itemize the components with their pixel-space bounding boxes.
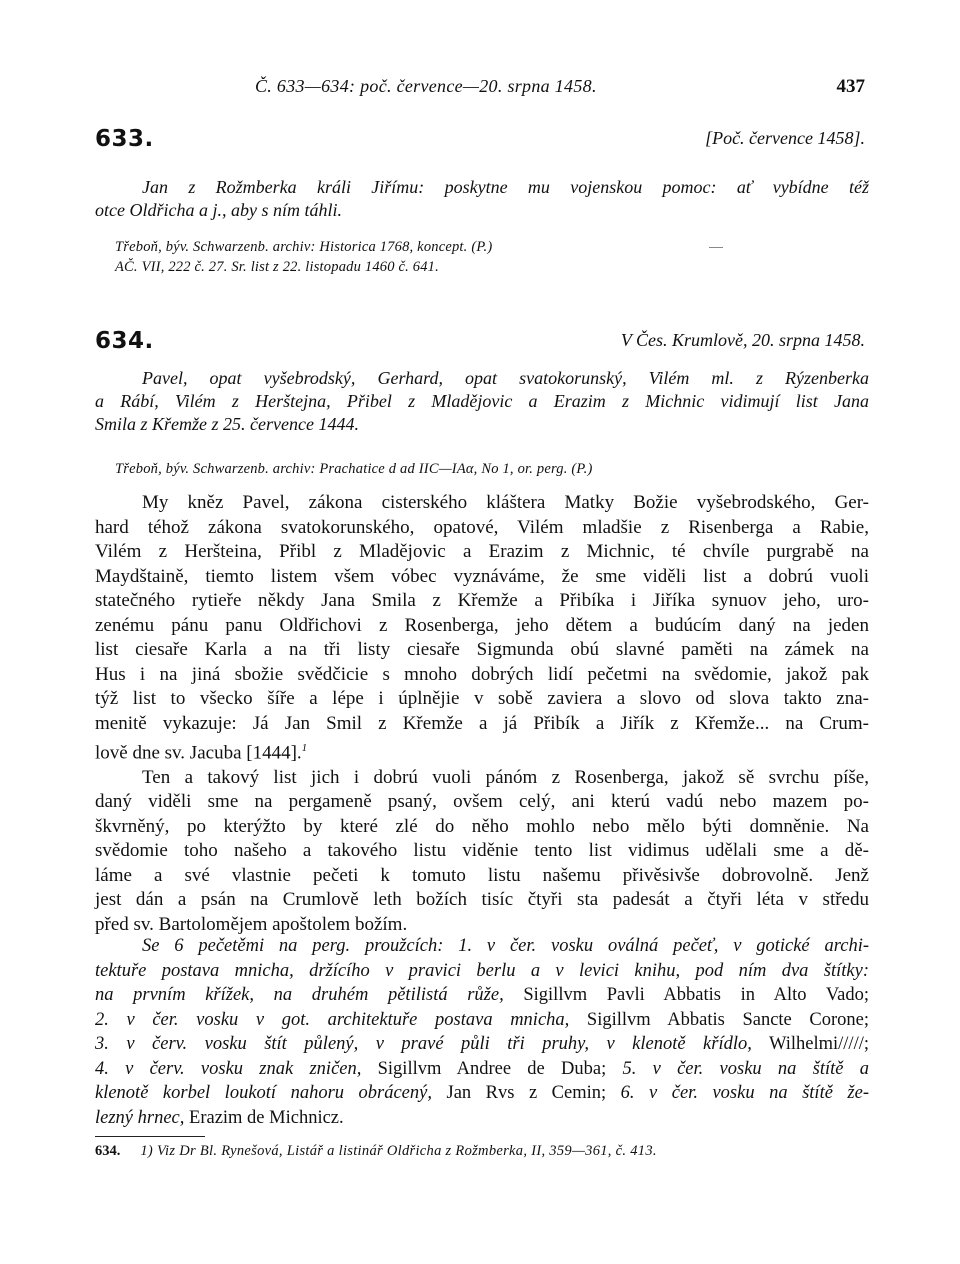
seal-segment: na prvním křížek, na druhém pětilistá růže, (95, 985, 504, 1005)
text-line: My kněz Pavel, zákona cisterského kláštera Matky Božie vyšebrodského, Ger- (142, 492, 869, 513)
seal-segment: Jan Rvs z Cemin; (431, 1083, 621, 1103)
seal-segment: Erazim de Michnicz. (184, 1107, 344, 1128)
regest-line: Pavel, opat vyšebrodský, Gerhard, opat svatokorunský, Vilém ml. z Rýzenberka (142, 368, 869, 388)
source-line: Třeboň, býv. Schwarzenb. archiv: Historica 1768, koncept. (P.) (115, 239, 493, 255)
margin-mark (709, 247, 723, 248)
regest-line: otce Oldřicha a j., aby s ním táhli. (95, 200, 342, 220)
text-line: týž list to všecko šíře a lépe i úplnějie v sobě zaviera a slovo od slova takto zna- (95, 688, 869, 709)
running-title: Č. 633—634: poč. července—20. srpna 1458. (255, 76, 597, 96)
seal-segment: 3. v červ. vosku štít půlený, v pravé půli tři pruhy, v klenotě křídlo, (95, 1034, 752, 1054)
text-line-content: lově dne sv. Jacuba [1444]. (95, 742, 302, 764)
regest-line: Smila z Křemže z 25. července 1444. (95, 414, 359, 434)
text-line: Hus i na jiná sbožie svědčicie s mnoho dobrých lidí pečetmi na svědomie, jakož pak (95, 663, 869, 685)
document-number-633: 633. (95, 126, 154, 152)
regest-line: a Rábí, Vilém z Herštejna, Přibel z Mladějovic a Erazim z Michnic vidimují list Jana (95, 391, 869, 411)
text-line: před sv. Bartolomějem apoštolem božím. (95, 913, 408, 935)
seal-description (95, 934, 869, 1130)
seal-line (95, 1008, 869, 1033)
source-line: Třeboň, býv. Schwarzenb. archiv: Prachatice d ad IIC—IAα, No 1, or. perg. (P.) (115, 461, 593, 477)
text-line: Maydštaině, tiemto listem všem vóbec vyznáváme, že sme viděli list a dobrú vuoli (95, 565, 869, 587)
text-line: list ciesaře Karla a na tři listy ciesaře Sigmunda obú slavné paměti na zámek na (95, 639, 869, 660)
text-line: svědomie toho našeho a takového listu viděnie tento list vidimus udělali sme a dě- (95, 840, 869, 862)
footnote (95, 1142, 869, 1160)
regest-633 (95, 176, 869, 222)
text-line: Ten a takový list jich i dobrú vuoli pánóm z Rosenberga, jakož sě svrchu píše, (142, 766, 869, 788)
text-line (95, 736, 869, 766)
seal-segment: Sigillvm Andree de Duba; (361, 1058, 623, 1079)
text-line: hard téhož zákona svatokorunského, opatové, Vilém mladšie z Risenberga a Rabie, (95, 516, 869, 538)
seal-segment: lezný hrnec, (95, 1107, 185, 1128)
text-line: Vilém z Heršteina, Přibl z Mladějovic a Erazim z Michnic, té chvíle purgrabě na (95, 541, 869, 562)
source-line: AČ. VII, 222 č. 27. Sr. list z 22. listopadu 1460 č. 641. (115, 259, 439, 275)
seal-segment: 6. v čer. vosku na štítě že- (620, 1083, 869, 1103)
text-line: menitě vykazuje: Já Jan Smil z Křemže a já Přibík a Jiřík z Křemže... na Crum- (95, 712, 869, 734)
seal-segment: Se 6 pečetěmi na perg. proužcích: 1. v čer. vosku oválná pečeť, v gotické archi- (142, 936, 869, 956)
seal-segment: Sigillvm Pavli Abbatis in Alto Vado; (503, 985, 869, 1005)
seal-line (95, 1081, 869, 1106)
seal-segment: 2. v čer. vosku v got. architektuře postava mnicha, (95, 1009, 570, 1030)
text-line: zenému pánu panu Oldřichovi z Rosenberga, jeho dětem a budúcím daný na jeden (95, 614, 869, 636)
running-header (95, 72, 869, 102)
text-line: jest dán a psán na Crumlově leth božích tisíc čtyři sta padesát a čtyři léta v středu (95, 889, 869, 911)
seal-line (95, 983, 869, 1008)
footnote-label: 634. (95, 1143, 121, 1159)
seal-line (95, 1057, 869, 1082)
seal-line (95, 934, 869, 959)
regest-line: Jan z Rožmberka králi Jiřímu: poskytne mu vojenskou pomoc: ať vybídne též (142, 177, 869, 197)
seal-segment: 4. v červ. vosku znak zničen, (95, 1058, 362, 1079)
footnote-reference: 1 (301, 742, 308, 754)
seal-segment: tektuře postava mnicha, držícího v pravici berlu a v levici knihu, pod ním dva štítky: (95, 960, 869, 981)
footnote-divider (95, 1136, 205, 1137)
text-line: statečného rytieře někdy Jana Smila z Křemže a Přibíka i Jiříka synuov jeho, uro- (95, 590, 869, 611)
seal-segment: klenotě korbel loukotí nahoru obrácený, (95, 1083, 432, 1103)
document-date-634: V Čes. Krumlově, 20. srpna 1458. (620, 330, 865, 350)
document-date-633: [Poč. července 1458]. (705, 128, 865, 148)
footnote-text: 1) Viz Dr Bl. Rynešová, Listář a listinář Oldřicha z Rožmberka, II, 359—361, č. 413. (140, 1143, 657, 1159)
seal-line (95, 1032, 869, 1057)
text-line: láme a své vlastnie pečeti k tomuto listu našemu přivěsivše dobrovolně. Jenž (95, 864, 869, 886)
source-note-634 (115, 459, 869, 479)
source-note-633 (115, 237, 869, 277)
seal-segment: 5. v čer. vosku na štítě a (622, 1058, 869, 1079)
text-line: škvrněný, po kterýžto by které zlé do něho mohlo nebo mělo býti domněnie. Na (95, 815, 869, 837)
seal-line (95, 959, 869, 984)
page-number: 437 (836, 76, 865, 97)
charter-text (95, 491, 869, 937)
seal-line (95, 1106, 869, 1131)
document-number-634: 634. (95, 328, 154, 354)
seal-segment: Wilhelmi/////; (751, 1034, 869, 1054)
regest-634 (95, 367, 869, 436)
text-line: daný viděli sme na pergameně psaný, ovšem celý, ani kterú vadú nebo mazem po- (95, 791, 869, 813)
seal-segment: Sigillvm Abbatis Sancte Corone; (569, 1009, 869, 1030)
